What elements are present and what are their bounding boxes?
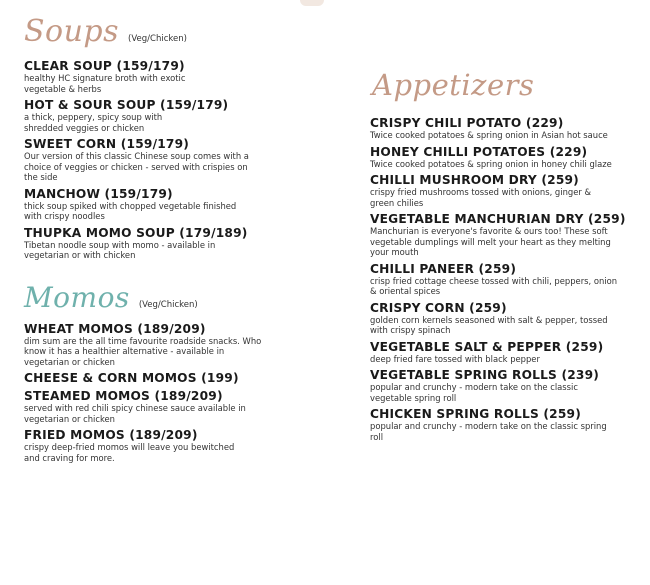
item-name: VEGETABLE SPRING ROLLS (239) xyxy=(370,368,600,382)
right-column xyxy=(370,14,635,446)
item-name: SWEET CORN (159/179) xyxy=(24,137,190,151)
item-name: CHILLI MUSHROOM DRY (259) xyxy=(370,173,579,187)
menu-item xyxy=(24,371,324,385)
item-name: MANCHOW (159/179) xyxy=(24,186,173,201)
menu-item xyxy=(370,145,635,170)
item-name: STEAMED MOMOS (189/209) xyxy=(24,389,223,403)
item-desc: Manchurian is everyone's favorite & ours too! These soft vegetable dumplings will melt your heart as they melting your mouth xyxy=(370,226,611,257)
soups-subtitle: (Veg/Chicken) xyxy=(128,34,187,44)
item-desc: crispy deep-fried momos will leave you bewitched and craving for more. xyxy=(24,442,235,463)
appetizers-title: Appetizers xyxy=(372,68,535,102)
item-name: HONEY CHILLI POTATOES (229) xyxy=(370,144,588,159)
menu-item xyxy=(370,368,635,403)
item-desc: healthy HC signature broth with exotic vegetable & herbs xyxy=(24,73,186,94)
item-desc: crisp fried cottage cheese tossed with chili, peppers, onion & oriental spices xyxy=(370,275,618,296)
item-desc: Twice cooked potatoes & spring onion in Asian hot sauce xyxy=(370,130,608,140)
top-decoration xyxy=(300,0,324,6)
item-desc: thick soup spiked with chopped vegetable finished with crispy noodles xyxy=(24,200,237,221)
menu-item xyxy=(24,98,324,133)
menu-item xyxy=(24,226,324,261)
item-desc: golden corn kernels seasoned with salt & pepper, tossed with crispy spinach xyxy=(370,314,608,335)
item-name: CHICKEN SPRING ROLLS (259) xyxy=(370,407,581,421)
item-name: THUPKA MOMO SOUP (179/189) xyxy=(24,225,248,240)
momos-subtitle: (Veg/Chicken) xyxy=(138,299,198,310)
item-name: VEGETABLE SALT & PEPPER (259) xyxy=(370,339,604,354)
menu-item xyxy=(24,187,324,222)
item-name: CLEAR SOUP (159/179) xyxy=(24,59,185,73)
item-name: VEGETABLE MANCHURIAN DRY (259) xyxy=(370,212,626,226)
menu-item xyxy=(370,301,635,336)
item-desc: a thick, peppery, spicy soup with shredded veggies or chicken xyxy=(24,112,163,133)
menu-item xyxy=(24,59,324,94)
item-name: CHEESE & CORN MOMOS (199) xyxy=(24,371,239,385)
appetizers-header xyxy=(372,68,635,102)
menu-item xyxy=(370,407,635,442)
menu-item xyxy=(370,262,635,297)
menu-item xyxy=(24,322,324,368)
menu-item xyxy=(370,116,635,141)
menu-item xyxy=(370,340,635,365)
item-name: FRIED MOMOS (189/209) xyxy=(24,428,198,442)
momos-header xyxy=(24,281,324,314)
soups-header xyxy=(24,14,324,49)
appetizers-list xyxy=(370,116,635,442)
momos-title: Momos xyxy=(24,280,130,314)
item-name: CHILLI PANEER (259) xyxy=(370,261,517,276)
item-desc: Twice cooked potatoes & spring onion in honey chili glaze xyxy=(370,158,612,169)
soups-title: Soups xyxy=(24,14,120,49)
menu-item xyxy=(370,173,635,208)
item-desc: deep fried fare tossed with black pepper xyxy=(370,353,540,364)
item-desc: popular and crunchy - modern take on the classic vegetable spring roll xyxy=(370,382,578,403)
item-name: CRISPY CORN (259) xyxy=(370,300,507,315)
left-column xyxy=(24,14,324,467)
item-desc: dim sum are the all time favourite roadside snacks. Who know it has a healthier alternative - available in vegetarian or chicken xyxy=(24,335,262,367)
soups-list xyxy=(24,59,324,261)
menu-item xyxy=(24,389,324,424)
item-name: CRISPY CHILI POTATO (229) xyxy=(370,116,564,130)
item-name: WHEAT MOMOS (189/209) xyxy=(24,321,206,336)
item-desc: crispy fried mushrooms tossed with onions, ginger & green chilies xyxy=(370,187,591,208)
item-desc: Tibetan noodle soup with momo - available in vegetarian or with chicken xyxy=(24,239,216,260)
item-desc: popular and crunchy - modern take on the classic spring roll xyxy=(370,421,607,442)
momos-list xyxy=(24,322,324,464)
menu-item xyxy=(24,428,324,463)
item-name: HOT & SOUR SOUP (159/179) xyxy=(24,98,229,112)
menu-item xyxy=(370,212,635,258)
item-desc: Our version of this classic Chinese soup comes with a choice of veggies or chicken - served with crispies on the side xyxy=(24,151,249,182)
item-desc: served with red chili spicy chinese sauce available in vegetarian or chicken xyxy=(24,403,246,424)
menu-item xyxy=(24,137,324,183)
